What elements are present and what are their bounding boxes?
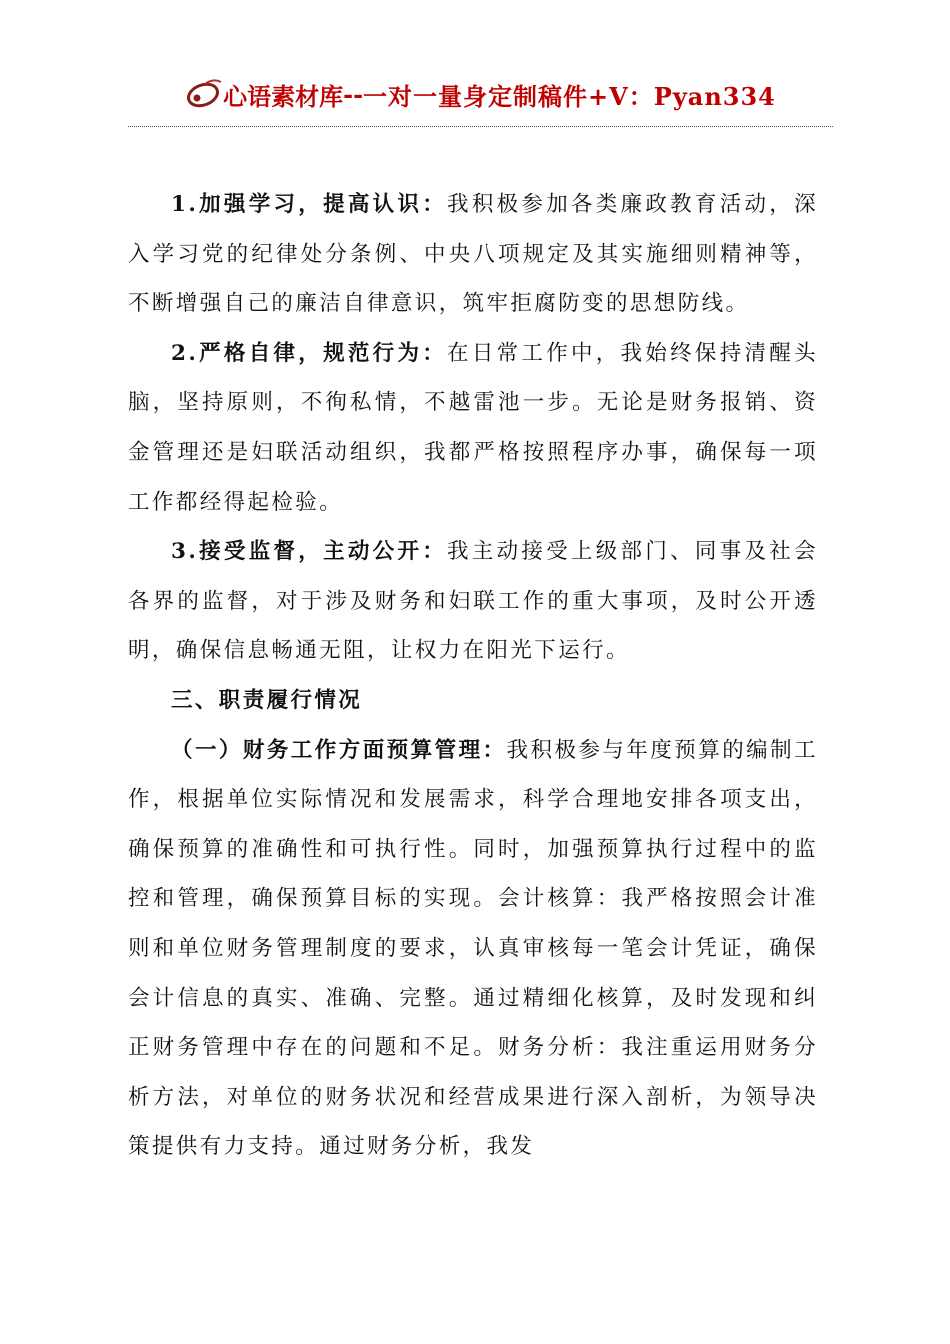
paragraph-finance bbox=[128, 726, 818, 1172]
paragraph-text: 在日常工作中，我始终保持清醒头脑，坚持原则，不徇私情，不越雷池一步。无论是财务报销、资金管理还是妇联活动组织，我都严格按照程序办事，确保每一项工作都经得起检验。 bbox=[128, 340, 818, 515]
section-heading-text: 三、职责履行情况 bbox=[171, 687, 363, 713]
paragraph-lead: 2.严格自律，规范行为： bbox=[171, 340, 448, 366]
section-heading bbox=[128, 676, 818, 726]
paragraph-study bbox=[128, 180, 818, 329]
page-header bbox=[128, 62, 833, 127]
header-tagline: 一对一量身定制稿件+V：Pyan334 bbox=[363, 81, 776, 111]
paragraph-lead: 1.加强学习，提高认识： bbox=[171, 192, 448, 217]
paragraph-supervision bbox=[128, 527, 818, 676]
paragraph-lead: 3.接受监督，主动公开： bbox=[171, 539, 448, 565]
document-body bbox=[128, 180, 818, 1172]
paragraph-text: 我积极参加各类廉政教育活动，深入学习党的纪律处分条例、中央八项规定及其实施细则精神等，不断增强自己的廉洁自律意识，筑牢拒腐防变的思想防线。 bbox=[128, 192, 818, 317]
brand-name: 心语素材库 bbox=[223, 81, 344, 111]
paragraph-self-discipline bbox=[128, 329, 818, 527]
header-separator: -- bbox=[343, 79, 364, 109]
paragraph-text: 我积极参与年度预算的编制工作，根据单位实际情况和发展需求，科学合理地安排各项支出，确保预算的准确性和可执行性。同时，加强预算执行过程中的监控和管理，确保预算目标的实现。会计核算：我严格按照会计准则和单位财务管理制度的要求，认真审核每一笔会计凭证，确保会计信息的真实、准确、完整。通过精细化核算，及时发现和纠正财务管理中存在的问题和不足。财务分析：我注重运用财务分析方法，对单位的财务状况和经营成果进行深入剖析，为领导决策提供有力支持。通过财务分析，我发 bbox=[128, 737, 818, 1160]
header-title bbox=[185, 74, 776, 114]
paragraph-text: 我主动接受上级部门、同事及社会各界的监督，对于涉及财务和妇联工作的重大事项，及时公开透明，确保信息畅通无阻，让权力在阳光下运行。 bbox=[128, 539, 818, 664]
paragraph-lead: （一）财务工作方面预算管理： bbox=[171, 737, 507, 763]
